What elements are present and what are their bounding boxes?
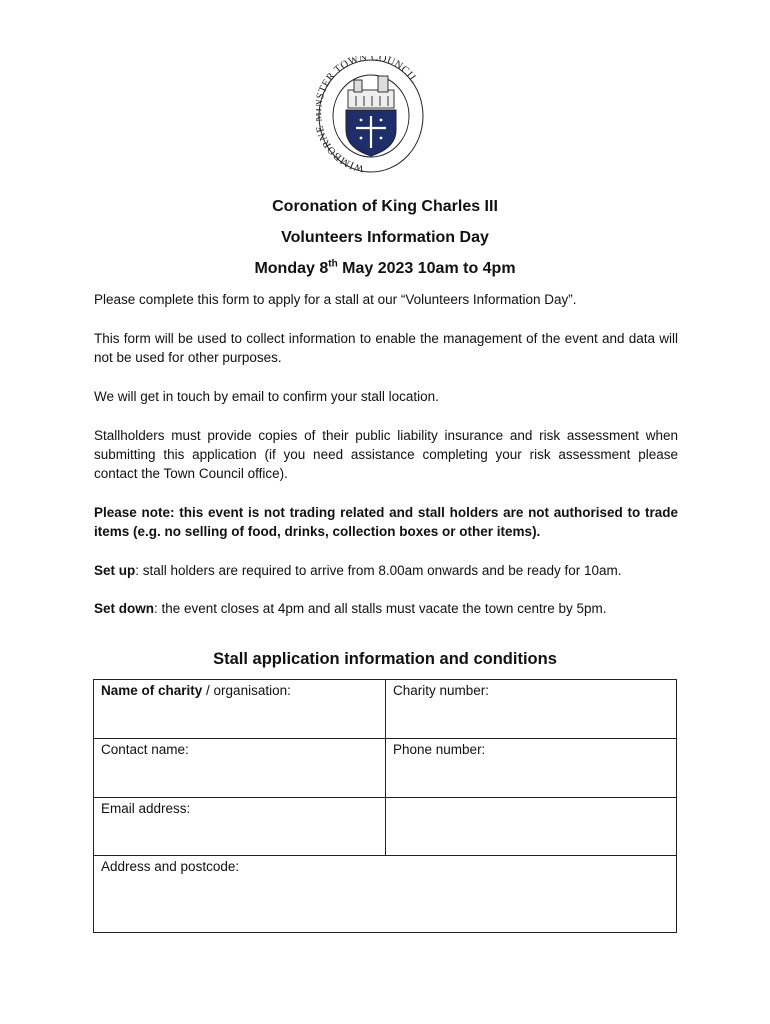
charity-label-rest: / organisation: [202, 683, 291, 698]
setup-label: Set up [94, 563, 136, 578]
setdown-text: : the event closes at 4pm and all stalls must vacate the town centre by 5pm. [154, 601, 607, 616]
intro-paragraph: Please complete this form to apply for a stall at our “Volunteers Information Day”. [94, 292, 577, 307]
event-subtitle: Volunteers Information Day [281, 229, 489, 246]
address-postcode-field[interactable] [94, 856, 676, 932]
charity-number-label: Charity number: [393, 683, 490, 698]
data-use-paragraph: This form will be used to collect information to enable the management of the event and data will not be used for other purposes. [94, 331, 678, 365]
town-council-crest [316, 56, 426, 176]
contact-name-label: Contact name: [101, 742, 189, 757]
event-title: Coronation of King Charles III [272, 198, 498, 215]
trading-note-paragraph: Please note: this event is not trading related and stall holders are not authorised to trade items (e.g. no selling of food, drinks, collection boxes or other items). [94, 505, 678, 539]
contact-paragraph: We will get in touch by email to confirm your stall location. [94, 389, 439, 404]
setup-paragraph [94, 561, 678, 580]
crest-ring-text: WIMBORN STER TOWN COUNCIL [316, 56, 420, 174]
email-address-input-area[interactable] [386, 798, 676, 856]
setdown-label: Set down [94, 601, 154, 616]
charity-number-field[interactable] [386, 680, 676, 739]
crest-seal-icon [316, 56, 426, 176]
phone-number-label: Phone number: [393, 742, 486, 757]
date-suffix: May 2023 10am to 4pm [337, 260, 516, 277]
setdown-paragraph [94, 599, 678, 618]
event-date-time [0, 260, 770, 278]
email-label: Email address: [101, 801, 191, 816]
email-address-field[interactable] [94, 798, 386, 856]
address-label: Address and postcode: [101, 859, 240, 874]
charity-name-field[interactable] [94, 680, 386, 739]
contact-name-field[interactable] [94, 739, 386, 798]
date-ordinal: th [328, 258, 338, 270]
stall-application-form [93, 679, 677, 933]
charity-label-bold: Name of charity [101, 683, 203, 698]
form-section-title: Stall application information and conditions [213, 650, 557, 668]
insurance-paragraph: Stallholders must provide copies of their public liability insurance and risk assessment when submitting this application (if you need assistance completing your risk assessment please contact the Town Council office). [94, 428, 678, 481]
phone-number-field[interactable] [386, 739, 676, 798]
date-prefix: Monday 8 [254, 260, 329, 277]
setup-text: : stall holders are required to arrive from 8.00am onwards and be ready for 10am. [135, 563, 622, 578]
